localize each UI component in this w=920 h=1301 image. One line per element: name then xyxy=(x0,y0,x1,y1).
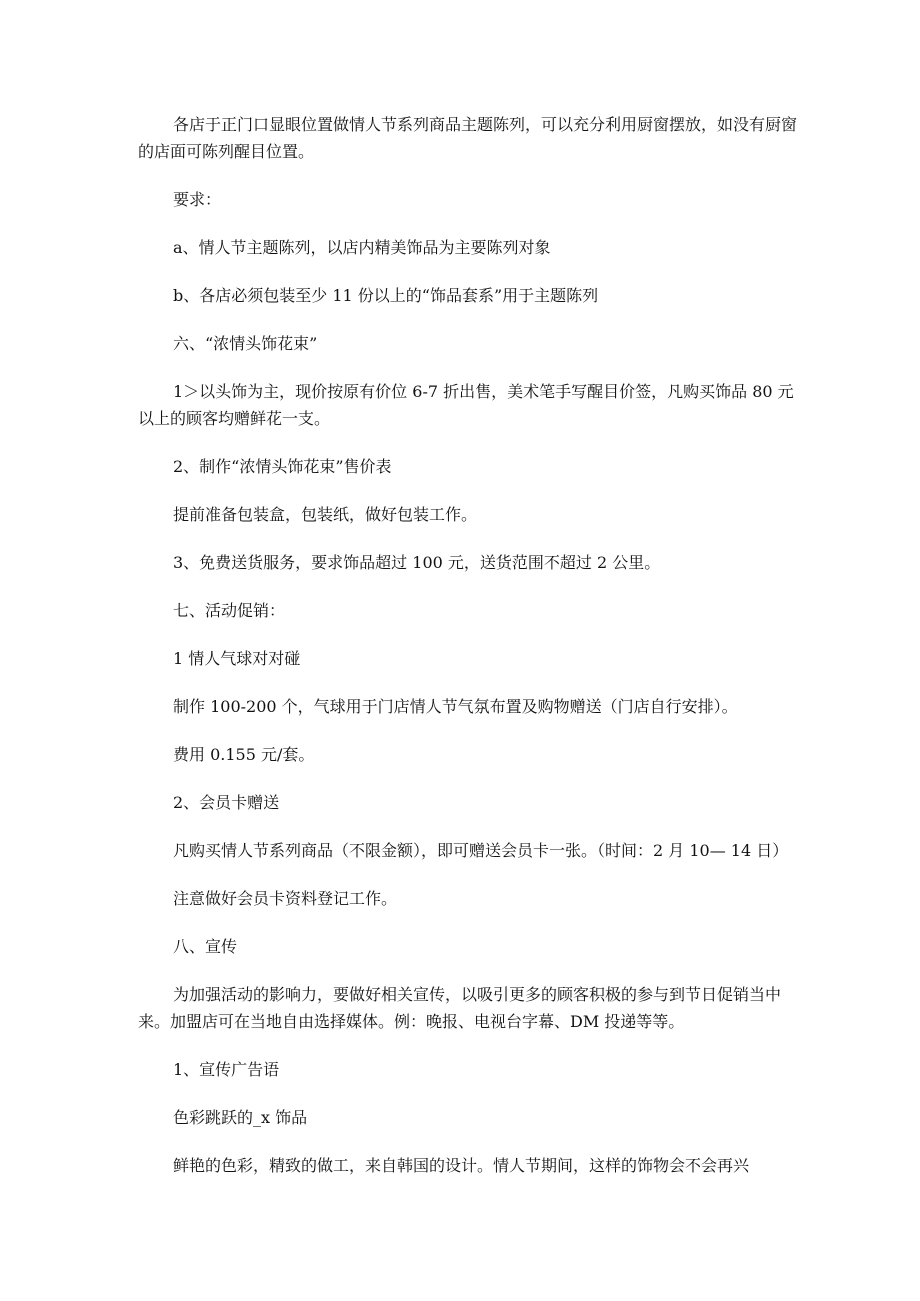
paragraph-balloon-production: 制作 100-200 个，气球用于门店情人节气氛布置及购物赠送（门店自行安排）。 xyxy=(173,697,738,716)
section-heading-eight: 八、宣传 xyxy=(173,937,238,956)
paragraph-free-delivery: 3、免费送货服务，要求饰品超过 100 元，送货范围不超过 2 公里。 xyxy=(173,553,661,572)
paragraph-slogan-body: 鲜艳的色彩，精致的做工，来自韩国的设计。情人节期间，这样的饰物会不会再兴 xyxy=(173,1156,750,1175)
paragraph-requirement-a: a、情人节主题陈列，以店内精美饰品为主要陈列对象 xyxy=(173,238,551,257)
paragraph-packaging: 提前准备包装盒，包装纸，做好包装工作。 xyxy=(173,505,478,524)
paragraph-member-card-detail: 凡购买情人节系列商品（不限金额），即可赠送会员卡一张。（时间：2 月 10— 14 日） xyxy=(173,841,789,860)
paragraph-slogan-line: 色彩跳跃的_x 饰品 xyxy=(173,1108,308,1127)
document-body xyxy=(138,111,798,1179)
paragraph-balloon-title: 1 情人气球对对碰 xyxy=(173,649,301,668)
paragraph-publicity: 为加强活动的影响力，要做好相关宣传，以吸引更多的顾客积极的参与到节日促销当中来。加盟店可在当地自由选择媒体。例：晚报、电视台字幕、DM 投递等等。 xyxy=(138,985,782,1031)
paragraph-display-requirement: 各店于正门口显眼位置做情人节系列商品主题陈列，可以充分利用厨窗摆放，如没有厨窗的店面可陈列醒目位置。 xyxy=(138,115,798,161)
paragraph-headwear-discount: 1＞以头饰为主，现价按原有价位 6-7 折出售，美术笔手写醒目价签，凡购买饰品 80 元以上的顾客均赠鲜花一支。 xyxy=(138,382,794,428)
paragraph-requirements-heading: 要求： xyxy=(173,190,222,209)
section-heading-seven: 七、活动促销： xyxy=(173,601,286,620)
paragraph-slogan-title: 1、宣传广告语 xyxy=(173,1060,280,1079)
paragraph-member-card-registration: 注意做好会员卡资料登记工作。 xyxy=(173,889,398,908)
paragraph-balloon-cost: 费用 0.155 元/套。 xyxy=(173,745,315,764)
paragraph-price-list: 2、制作“浓情头饰花束”售价表 xyxy=(173,457,392,476)
section-heading-six: 六、“浓情头饰花束” xyxy=(173,334,318,353)
paragraph-requirement-b: b、各店必须包装至少 11 份以上的“饰品套系”用于主题陈列 xyxy=(173,286,599,305)
paragraph-member-card-title: 2、会员卡赠送 xyxy=(173,793,280,812)
